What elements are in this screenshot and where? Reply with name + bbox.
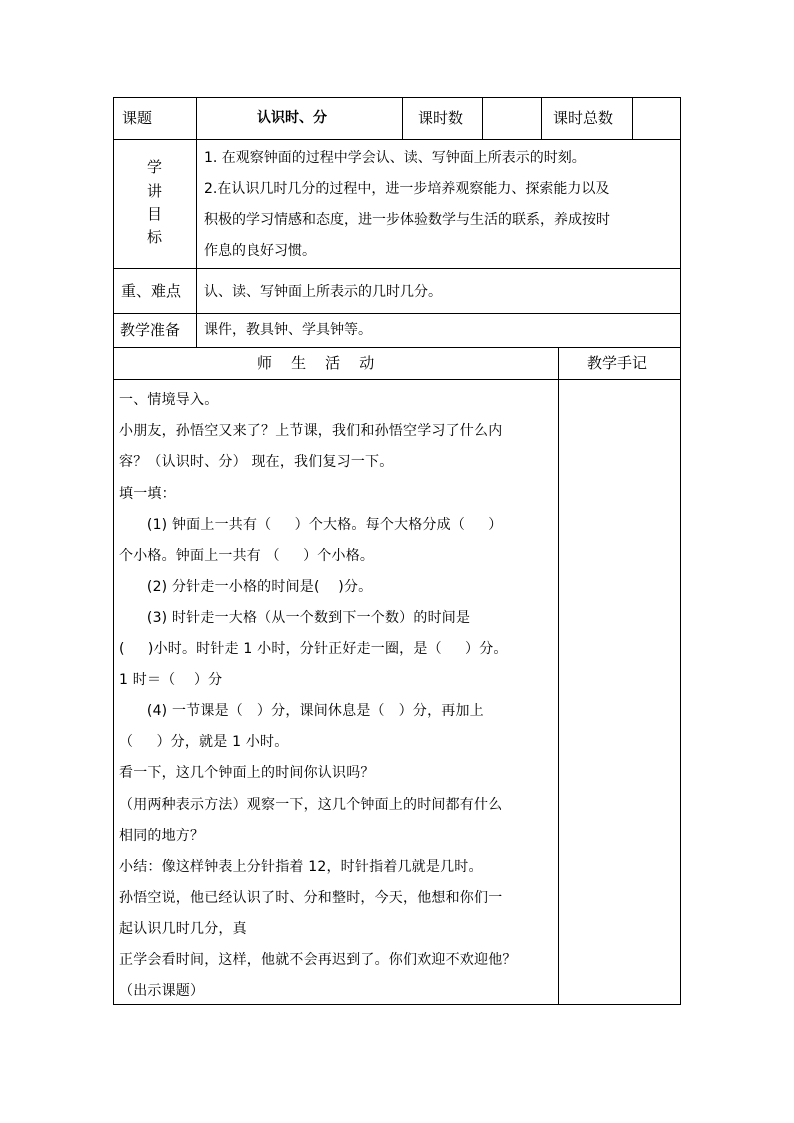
activity-line: 相同的地方？ — [119, 828, 205, 844]
activity-line: （用两种表示方法）观察一下，这几个钟面上的时间都有什么 — [119, 797, 503, 813]
topic-value: 认识时、分 — [257, 110, 327, 126]
row-divider-2 — [113, 268, 681, 269]
activity-line: 一、情境导入。 — [119, 392, 219, 408]
objectives-label-char: 标 — [147, 228, 163, 246]
topic-label: 课题 — [122, 109, 153, 127]
header-divider-d — [632, 97, 633, 139]
table-border-right — [680, 97, 681, 1004]
preparation-label: 教学准备 — [120, 321, 181, 339]
activity-line: （ ）分，就是 1 小时。 — [119, 734, 289, 750]
row-divider-4 — [113, 347, 681, 348]
row-divider-3 — [113, 313, 681, 314]
activity-line: 容？（认识时、分） 现在，我们复习一下。 — [119, 454, 394, 470]
activity-line: 正学会看时间，这样，他就不会再迟到了。你们欢迎不欢迎他？ — [119, 952, 517, 968]
hours-label: 课时数 — [418, 109, 464, 127]
objectives-label-char: 学 — [147, 158, 163, 176]
objective-line: 1. 在观察钟面的过程中学会认、读、写钟面上所表示的时刻。 — [204, 150, 586, 166]
teaching-notes-heading: 教学手记 — [587, 354, 648, 372]
header-divider-a — [402, 97, 403, 139]
row-divider-1 — [113, 139, 681, 140]
objective-line: 积极的学习情感和态度，进一步体验数学与生活的联系，养成按时 — [204, 212, 610, 228]
table-border-left — [113, 97, 114, 1004]
activity-line: 起认识几时几分，真 — [119, 921, 247, 937]
preparation-value: 课件，教具钟、学具钟等。 — [204, 322, 372, 338]
notes-column-divider — [558, 347, 559, 1004]
key-points-value: 认、读、写钟面上所表示的几时几分。 — [204, 284, 442, 300]
activity-line: 小朋友，孙悟空又来了？上节课，我们和孙悟空学习了什么内 — [119, 423, 503, 439]
total-hours-label: 课时总数 — [553, 109, 614, 127]
activity-line: 填一填： — [119, 486, 176, 502]
objective-line: 2.在认识几时几分的过程中，进一步培养观察能力、探索能力以及 — [204, 181, 610, 197]
key-points-label: 重、难点 — [121, 282, 182, 300]
table-border-bottom — [113, 1004, 681, 1005]
row-divider-5 — [113, 379, 681, 380]
activity-line: (1) 钟面上一共有（ ）个大格。每个大格分成（ ） — [119, 517, 503, 533]
activity-line: (3) 时针走一大格（从一个数到下一个数）的时间是 — [119, 610, 471, 626]
table-border-top — [113, 97, 681, 98]
activities-heading: 师 生 活 动 — [257, 354, 375, 372]
label-column-divider — [196, 97, 197, 347]
header-divider-b — [482, 97, 483, 139]
objectives-label-char: 讲 — [147, 182, 163, 200]
activity-line: (2) 分针走一小格的时间是( )分。 — [119, 579, 373, 595]
activity-line: (4) 一节课是（ ）分，课间休息是（ ）分，再加上 — [119, 703, 484, 719]
header-divider-c — [541, 97, 542, 139]
activity-line: 孙悟空说，他已经认识了时、分和整时，今天，他想和你们一 — [119, 890, 503, 906]
activity-line: （出示课题） — [119, 983, 205, 999]
activity-line: 1 时＝（ ）分 — [119, 672, 223, 688]
activity-line: 小结：像这样钟表上分针指着 12，时针指着几就是几时。 — [119, 859, 483, 875]
activity-line: ( )小时。时针走 1 小时，分针正好走一圈，是（ ）分。 — [119, 641, 508, 657]
objectives-label-char: 目 — [147, 205, 163, 223]
activity-line: 看一下，这几个钟面上的时间你认识吗？ — [119, 765, 375, 781]
activity-line: 个小格。钟面上一共有 （ ）个小格。 — [119, 548, 375, 564]
objective-line: 作息的良好习惯。 — [204, 243, 316, 259]
